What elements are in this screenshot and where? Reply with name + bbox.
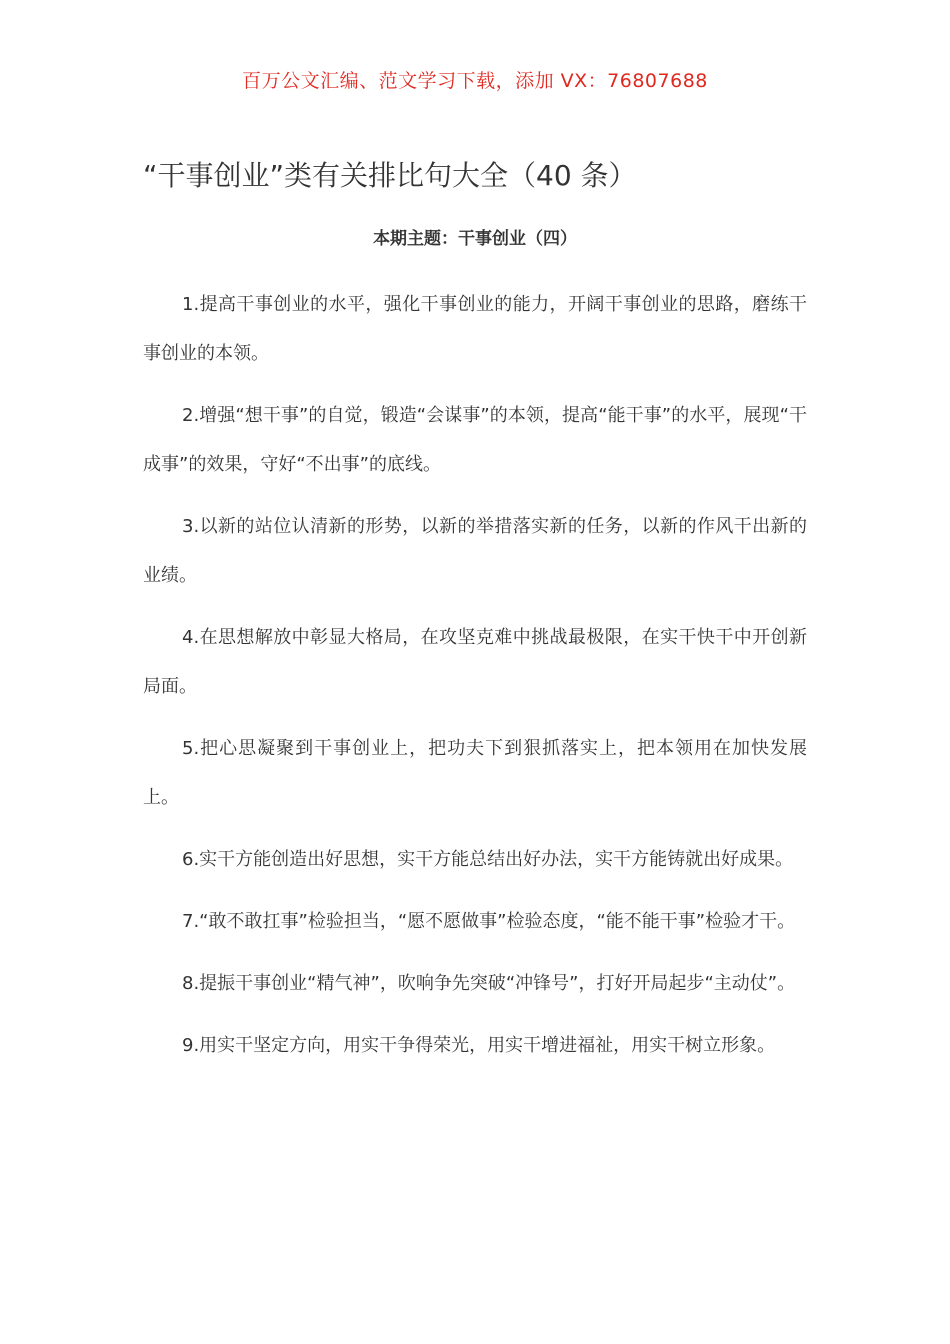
paragraph-item: 9.用实干坚定方向，用实干争得荣光，用实干增进福祉，用实干树立形象。 (182, 1035, 776, 1056)
paragraph-item: 7.“敢不敢扛事”检验担当，“愿不愿做事”检验态度，“能不能干事”检验才干。 (182, 911, 796, 932)
document-subtitle: 本期主题：干事创业（四） (373, 229, 577, 249)
paragraph-item: 2.增强“想干事”的自觉，锻造“会谋事”的本领，提高“能干事”的水平，展现“干成事”的效果，守好“不出事”的底线。 (143, 405, 807, 475)
paragraph-item: 4.在思想解放中彰显大格局，在攻坚克难中挑战最极限，在实干快干中开创新局面。 (143, 627, 807, 697)
paragraph-item: 5.把心思凝聚到干事创业上，把功夫下到狠抓落实上，把本领用在加快发展上。 (143, 738, 807, 808)
paragraph-item: 8.提振干事创业“精气神”，吹响争先突破“冲锋号”，打好开局起步“主动仗”。 (182, 973, 796, 994)
paragraph-item: 1.提高干事创业的水平，强化干事创业的能力，开阔干事创业的思路，磨练干事创业的本领。 (143, 294, 807, 364)
paragraph-item: 3.以新的站位认清新的形势，以新的举措落实新的任务，以新的作风干出新的业绩。 (143, 516, 807, 586)
document-title: “干事创业”类有关排比句大全（40 条） (143, 159, 637, 192)
header-banner: 百万公文汇编、范文学习下载，添加 VX：76807688 (242, 70, 708, 92)
paragraph-list (143, 280, 807, 1083)
paragraph-item: 6.实干方能创造出好思想，实干方能总结出好办法，实干方能铸就出好成果。 (182, 849, 794, 870)
